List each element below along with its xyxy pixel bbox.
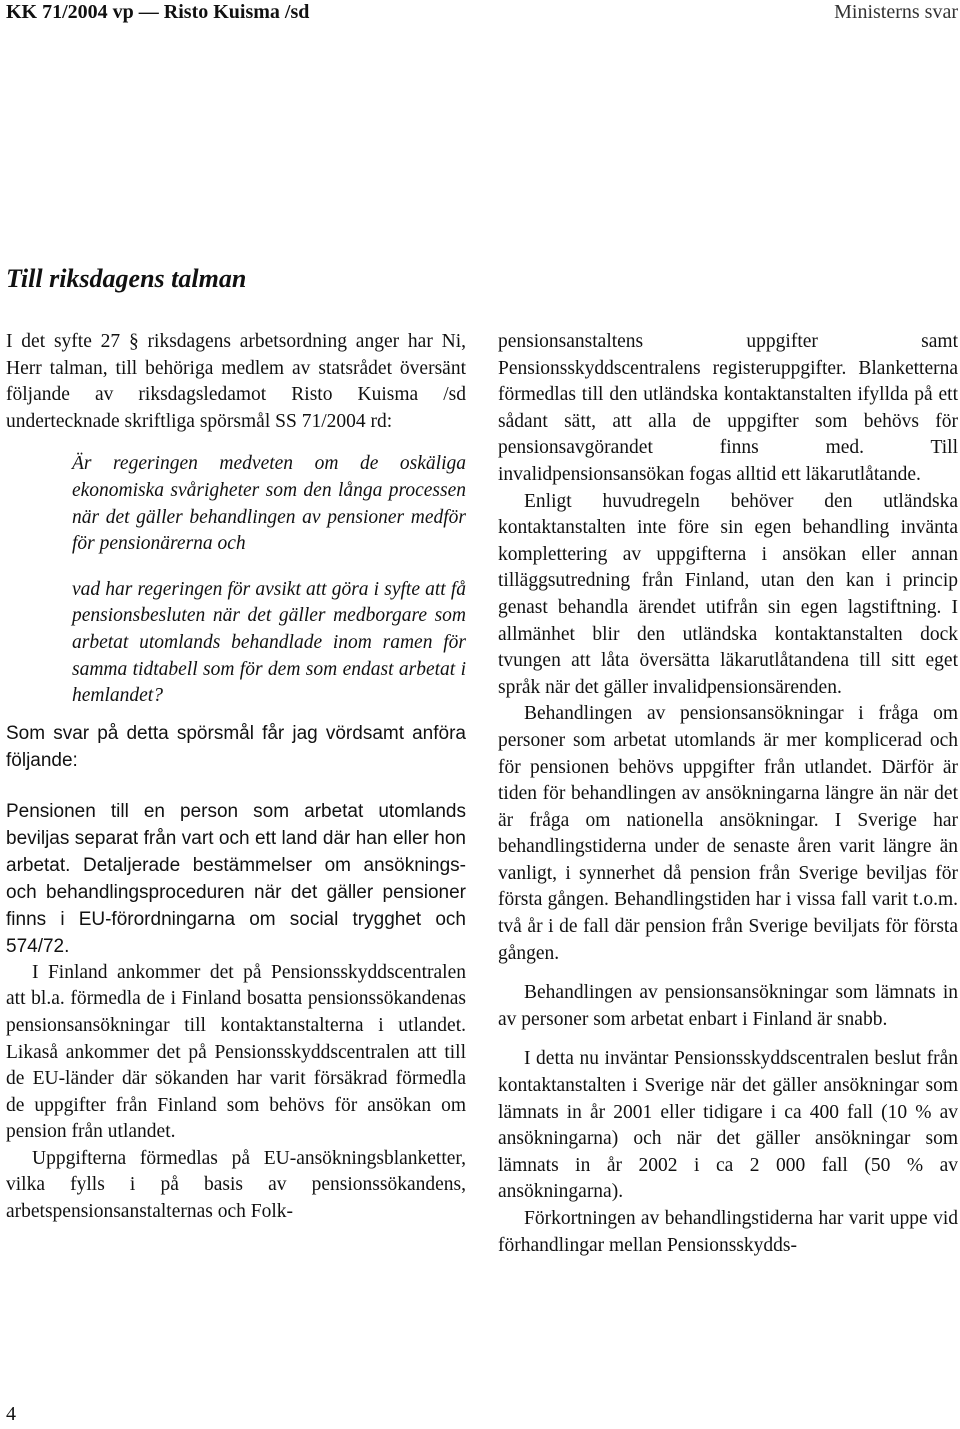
right-paragraph-6: Förkortningen av behandlingstiderna har varit uppe vid förhandlingar mellan Pensionsskydds- <box>498 1208 958 1256</box>
answer-paragraph-2: I Finland ankommer det på Pensionsskyddscentralen att bl.a. förmedla de i Finland bosatta pensionssökandenas pensionsansökningar till kontaktanstalterna i utlandet. Likaså ankommer det på Pensionsskyddscentralen att till de EU-länder där sökanden har varit försäkrad förmedla de uppgifter från Finland som behövs för ansökan om pension från utlandet. <box>6 961 466 1143</box>
right-paragraph-1: pensionsanstaltens uppgifter samt Pensionsskyddscentralens registeruppgifter. Blanketterna förmedlas till den utländska kontaktanstalten ifyllda på ett sådant sätt, att alla de uppgifter som behövs för pensionsavgörandet finns med. Till invalidpensionsansökan fogas alltid ett läkarutlåtande. <box>498 331 958 485</box>
question-quote <box>72 451 466 709</box>
question-part-1: Är regeringen medveten om de oskäliga ekonomiska svårigheter som den långa processen när det gäller behandlingen av pensioner medför för pensionärerna och <box>72 453 466 555</box>
right-paragraph-5: I detta nu inväntar Pensionsskyddscentralen beslut från kontaktanstalten i Sverige när det gäller ansökningar som lämnats in år 2001 eller tidigare i ca 400 fall (10 % av ansökningarna) och när det gäller ansökningar som lämnats in år 2002 i ca 2 000 fall (50 % av ansökningarna). <box>498 1048 958 1203</box>
intro-paragraph: I det syfte 27 § riksdagens arbetsordning anger har Ni, Herr talman, till behöriga medlem av statsrådet översänt följande av riksdagsledamot Risto Kuisma /sd undertecknade skriftliga spörsmål SS 71/2004 rd: <box>6 331 466 432</box>
answer-paragraph-3: Uppgifterna förmedlas på EU-ansökningsblanketter, vilka fylls i på basis av pensionssökandens, arbetspensionsanstalternas och Folk- <box>6 1147 466 1223</box>
right-paragraph-3: Behandlingen av pensionsansökningar i fråga om personer som arbetat utomlands är mer komplicerad och för pensionen behövs uppgifter från utlandet. Därför är tiden för behandlingen av ansökningarna längre än när det är fråga om nationella ansökningar. I Sverige har behandlingstiderna under de senaste åren varit längre än vanligt, i synnerhet då pension från Sverige beviljas för första gången. Behandlingstiden har i vissa fall varit t.o.m. två år i de fall där pension från Sverige beviljats för första gången. <box>498 703 958 964</box>
answer-paragraph-1: Pensionen till en person som arbetat utomlands beviljas separat från vart och ett land där han eller hon arbetat. Detaljerade bestämmelser om ansöknings- och behandlingsproceduren när det gäller pensioner finns i EU-förordningarna om social trygghet och 574/72. <box>6 800 466 957</box>
running-header <box>6 0 960 30</box>
right-paragraph-2: Enligt huvudregeln behöver den utländska kontaktanstalten inte före sin egen behandling invänta komplettering av uppgifterna i ansökan eller annan tilläggsutredning från Finland, utan den kan i princip genast behandla ärendet utifrån sin egen lagstiftning. I allmänhet blir den utländska kontaktanstalten dock tvungen att låta översätta läkarutlåtandena till sitt eget språk när det gäller invalidpensionsärenden. <box>498 490 958 698</box>
answer-intro: Som svar på detta spörsmål får jag vördsamt anföra följande: <box>6 722 466 771</box>
page-heading: Till riksdagens talman <box>6 264 247 293</box>
page-number: 4 <box>6 1403 16 1425</box>
header-section-title: Ministerns svar <box>834 1 958 23</box>
right-column <box>498 329 958 1259</box>
header-document-id: KK 71/2004 vp — Risto Kuisma /sd <box>6 1 310 23</box>
left-column <box>6 329 466 1226</box>
question-part-2: vad har regeringen för avsikt att göra i syfte att få pensionsbesluten när det gäller medborgare som arbetat utomlands behandlade inom ramen för samma tidtabell som för dem som endast arbetat i hemlandet? <box>72 578 466 707</box>
right-paragraph-4: Behandlingen av pensionsansökningar som lämnats in av personer som arbetat enbart i Finland är snabb. <box>498 982 958 1030</box>
